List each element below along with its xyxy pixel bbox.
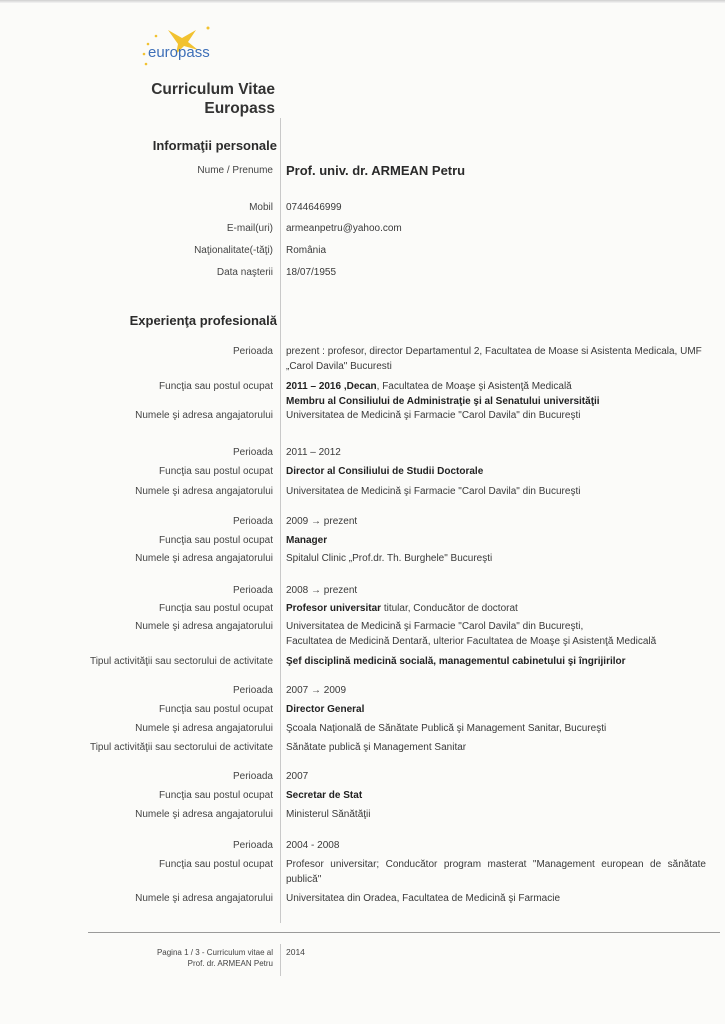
position-value: Manager [286,535,328,546]
employer-value: Universitatea de Medicină şi Farmacie "Carol Davila" din Bucureşti [286,486,581,497]
period-label: Perioada [232,840,273,851]
sector-label: Tipul activităţii sau sectorului de activitate [89,656,273,667]
employer-value: Universitatea din Oradea, Facultatea de Medicină şi Farmacie [286,893,561,904]
position-label: Funcţia sau postul ocupat [159,381,273,392]
column-divider [280,118,281,923]
footer-year: 2014 [286,947,305,957]
email-label: E-mail(uri) [226,223,273,234]
scan-edge [0,0,725,3]
employer-value: Ministerul Sănătăţii [286,809,371,820]
position-value: Secretar de Stat [286,790,363,801]
position-label: Funcţia sau postul ocupat [159,603,273,614]
cv-title: Curriculum Vitae Europass [151,81,275,117]
employer-label: Numele şi adresa angajatorului [135,809,273,820]
period-value: 2008 → prezent [286,585,358,596]
period-label: Perioada [232,585,273,596]
period-label: Perioada [232,516,273,527]
employer-label: Numele şi adresa angajatorului [135,723,273,734]
period-value: 2007 → 2009 [286,685,347,696]
period-label: Perioada [232,771,273,782]
employer-value: Universitatea de Medicină şi Farmacie "Carol Davila" din Bucureşti, Facultatea de Medicină Dentară, ulterior Facultatea de Moaşe şi Asistenţă Medicală [286,621,657,647]
position-value: Profesor universitar titular, Conducător de doctorat [286,603,518,614]
sector-value: Sănătate publică şi Management Sanitar [286,742,467,753]
europass-logo-text: europass [148,44,210,61]
personal-info-heading: Informaţii personale [152,138,277,153]
position-value: 2011 – 2016 ,Decan, Facultatea de Moaşe şi Asistenţă Medicală Membru al Consiliului de Administraţie şi al Senatului universităţii [286,381,600,407]
position-label: Funcţia sau postul ocupat [159,859,273,870]
name-label: Nume / Prenume [197,165,273,176]
birth-value: 18/07/1955 [286,267,337,278]
employer-value: Spitalul Clinic „Prof.dr. Th. Burghele" Bucureşti [286,553,493,564]
position-label: Funcţia sau postul ocupat [159,535,273,546]
experience-heading: Experienţa profesională [129,313,277,328]
employer-label: Numele şi adresa angajatorului [135,621,273,632]
sector-value: Şef disciplină medicină socială, managementul cabinetului şi îngrijirilor [286,656,626,667]
period-label: Perioada [232,346,273,357]
person-name: Prof. univ. dr. ARMEAN Petru [286,163,466,178]
period-label: Perioada [232,447,273,458]
employer-label: Numele şi adresa angajatorului [135,553,273,564]
period-value: 2007 [286,771,309,782]
period-value: 2011 – 2012 [286,447,341,458]
period-label: Perioada [232,685,273,696]
period-value: prezent : profesor, director Departamentul 2, Facultatea de Moase si Asistenta Medicala, UMF „Carol Davila" Bucuresti [286,346,702,372]
sector-label: Tipul activităţii sau sectorului de activitate [89,742,273,753]
employer-label: Numele şi adresa angajatorului [135,410,273,421]
email-value[interactable]: armeanpetru@yahoo.com [286,223,402,234]
position-label: Funcţia sau postul ocupat [159,466,273,477]
employer-value: Şcoala Naţională de Sănătate Publică şi Management Sanitar, Bucureşti [286,723,607,734]
employer-label: Numele şi adresa angajatorului [135,893,273,904]
period-value: 2004 - 2008 [286,840,340,851]
birth-label: Data naşterii [216,267,273,278]
employer-value: Universitatea de Medicină şi Farmacie "Carol Davila" din Bucureşti [286,410,581,421]
footer-column-divider [280,944,281,976]
mobile-label: Mobil [249,202,273,213]
footer-divider [88,932,720,933]
position-value: Director al Consiliului de Studii Doctorale [286,466,484,477]
footer-page-info: Pagina 1 / 3 - Curriculum vitae al Prof. dr. ARMEAN Petru [156,948,273,968]
employer-label: Numele şi adresa angajatorului [135,486,273,497]
nationality-label: Naţionalitate(-tăţi) [194,245,273,256]
position-label: Funcţia sau postul ocupat [159,790,273,801]
position-value: Profesor universitar; Conducător program masterat "Management european de sănătate publică" [286,859,706,885]
position-value: Director General [286,704,365,715]
position-label: Funcţia sau postul ocupat [159,704,273,715]
period-value: 2009 → prezent [286,516,358,527]
nationality-value: România [286,245,327,256]
mobile-value: 0744646999 [286,202,342,213]
